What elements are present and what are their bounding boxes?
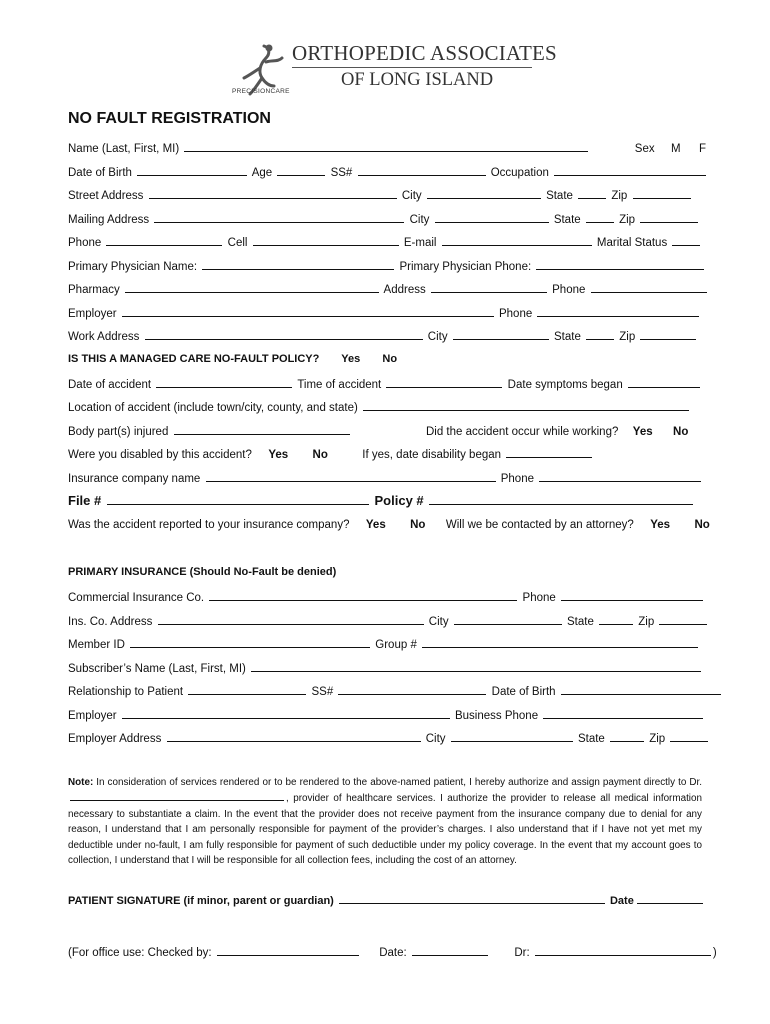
occupation-label: Occupation [490,167,549,179]
date-accident-label: Date of accident [68,379,152,391]
group-field[interactable] [422,636,698,648]
employer-row [68,305,701,321]
member-id-row [68,636,700,652]
mailing-field[interactable] [154,211,404,223]
signature-row [68,892,705,908]
managed-care-row [68,352,397,366]
pcp-phone-field[interactable] [536,258,704,270]
accident-date-row [68,376,702,392]
phone-label: Phone [68,237,102,249]
primary-employer-row [68,707,705,723]
employer-field[interactable] [122,305,494,317]
primary-insurance-heading: PRIMARY INSURANCE (Should No-Fault be denied) [68,566,337,578]
file-label: File # [68,493,102,508]
email-label: E-mail [403,237,437,249]
attorney-no[interactable]: No [694,519,710,531]
dob-label: Date of Birth [68,167,132,179]
work-zip-label: Zip [619,331,636,343]
insurance-name-label: Insurance company name [68,473,201,485]
logo-tagline: PRECISIONCARE [232,88,290,95]
primary-employer-field[interactable] [122,707,450,719]
signature-date-field[interactable] [637,892,703,904]
pcp-name-field[interactable] [202,258,394,270]
ins-city-field[interactable] [454,613,562,625]
subscriber-ss-field[interactable] [338,683,486,695]
ins-address-field[interactable] [158,613,424,625]
attorney-yes[interactable]: Yes [650,519,671,531]
managed-care-question: IS THIS A MANAGED CARE NO-FAULT POLICY? [68,353,320,365]
date-accident-field[interactable] [156,376,292,388]
mailing-row [68,211,700,227]
disability-began-field[interactable] [506,446,592,458]
phone-field[interactable] [106,234,222,246]
ins-state-field[interactable] [599,613,633,625]
office-close-paren: ) [712,947,717,959]
name-field[interactable] [184,140,588,152]
header-divider [292,67,532,68]
checked-by-label: (For office use: Checked by: [68,947,212,959]
work-city-label: City [427,331,448,343]
work-state-label: State [554,331,581,343]
reported-row [68,518,710,532]
reported-yes[interactable]: Yes [365,519,386,531]
location-row [68,399,691,415]
managed-care-yes[interactable]: Yes [341,353,361,365]
date-symptoms-field[interactable] [628,376,700,388]
sex-f-option[interactable]: F [699,143,707,155]
office-dr-label: Dr: [514,947,530,959]
checked-by-field[interactable] [217,944,359,956]
subscriber-label: Subscriber’s Name (Last, First, MI) [68,663,246,675]
business-phone-label: Business Phone [454,710,539,722]
employer-state-field[interactable] [610,730,644,742]
group-label: Group # [375,639,417,651]
policy-label: Policy # [374,493,424,508]
employer-state-label: State [577,733,605,745]
city-field[interactable] [427,187,541,199]
name-label: Name (Last, First, MI) [68,143,180,155]
street-row [68,187,693,203]
mailing-state-label: State [553,214,581,226]
subscriber-dob-field[interactable] [561,683,721,695]
relationship-row [68,683,723,699]
mailing-state-field[interactable] [586,211,614,223]
occupation-field[interactable] [554,164,706,176]
employer-address-label: Employer Address [68,733,162,745]
mailing-city-field[interactable] [435,211,549,223]
pharmacy-phone-label: Phone [552,284,586,296]
time-accident-label: Time of accident [297,379,382,391]
file-policy-row [68,493,695,508]
ins-address-row [68,613,709,629]
reported-no[interactable]: No [410,519,426,531]
mailing-label: Mailing Address [68,214,150,226]
relationship-field[interactable] [188,683,306,695]
employer-zip-field[interactable] [670,730,708,742]
age-field[interactable] [277,164,325,176]
work-address-row [68,328,698,344]
street-label: Street Address [68,190,144,202]
dob-row [68,164,708,180]
pcp-phone-label: Primary Physician Phone: [399,261,532,273]
office-use-row [68,944,717,960]
office-date-field[interactable] [412,944,488,956]
reported-question: Was the accident reported to your insurance company? [68,519,350,531]
cell-label: Cell [227,237,248,249]
insurance-phone-label: Phone [500,473,534,485]
work-address-label: Work Address [68,331,140,343]
note-text-part2: , provider of healthcare services. I authorize the provider to release all medical information necessary to substantiate a claim. In the event that the provider does not receive payment from the insurance company due to denial for any reason, I understand that I am personally responsible for payment of the provider’s charges. I also understand that if I have not yet met my deductible under no-fault, I am fully responsible for payment of such deductible under my policy coverage. In the event that my account goes to collection, I understand that I will be responsible for all collection fees, including the cost of an attorney. [68,793,702,867]
dob-field[interactable] [137,164,247,176]
business-phone-field[interactable] [543,707,703,719]
employer-city-label: City [425,733,446,745]
email-field[interactable] [442,234,592,246]
pcp-name-label: Primary Physician Name: [68,261,198,273]
work-state-field[interactable] [586,328,614,340]
employer-address-field[interactable] [167,730,421,742]
marital-label: Marital Status [596,237,668,249]
phone-row [68,234,702,250]
ins-zip-label: Zip [638,616,655,628]
employer-zip-label: Zip [649,733,666,745]
note-label: Note: [68,777,94,788]
mailing-zip-label: Zip [619,214,636,226]
authorization-note [68,775,702,868]
attorney-question: Will we be contacted by an attorney? [445,519,634,531]
work-city-field[interactable] [453,328,549,340]
org-name-line2: OF LONG ISLAND [341,70,494,90]
cell-field[interactable] [253,234,399,246]
member-id-label: Member ID [68,639,125,651]
pharmacy-label: Pharmacy [68,284,120,296]
employer-phone-label: Phone [498,308,533,320]
employer-city-field[interactable] [451,730,573,742]
state-field[interactable] [578,187,606,199]
office-date-label: Date: [379,947,407,959]
pharmacy-row [68,281,709,297]
office-dr-field[interactable] [535,944,711,956]
employer-label: Employer [68,308,117,320]
ins-state-label: State [567,616,594,628]
ins-zip-field[interactable] [659,613,707,625]
marital-field[interactable] [672,234,700,246]
body-parts-row [68,423,688,439]
pharmacy-address-field[interactable] [431,281,547,293]
signature-date-label: Date [609,895,634,907]
pharmacy-field[interactable] [125,281,379,293]
disabled-no[interactable]: No [312,449,328,461]
time-accident-field[interactable] [386,376,502,388]
pharmacy-address-label: Address [383,284,426,296]
primary-employer-label: Employer [68,710,117,722]
mailing-zip-field[interactable] [640,211,698,223]
page-title: NO FAULT REGISTRATION [68,110,271,127]
employer-address-row [68,730,710,746]
zip-field[interactable] [633,187,691,199]
mailing-city-label: City [409,214,430,226]
policy-field[interactable] [429,493,693,505]
note-text-part1: In consideration of services rendered or to be rendered to the above-named patient, I hereby authorize and assign payment directly to Dr. [96,777,702,788]
ins-address-label: Ins. Co. Address [68,616,153,628]
physician-row [68,258,706,274]
body-parts-label: Body part(s) injured [68,426,169,438]
commercial-row [68,589,705,605]
relationship-label: Relationship to Patient [68,686,184,698]
city-label: City [401,190,422,202]
commercial-field[interactable] [209,589,517,601]
zip-label: Zip [611,190,628,202]
insurance-name-row [68,470,703,486]
sex-label: Sex [634,143,655,155]
sex-m-option[interactable]: M [671,143,681,155]
insurance-name-field[interactable] [206,470,496,482]
ss-label: SS# [330,167,353,179]
insurance-phone-field[interactable] [539,470,701,482]
commercial-phone-label: Phone [522,592,556,604]
while-working-question: Did the accident occur while working? [425,426,619,438]
member-id-field[interactable] [130,636,370,648]
commercial-label: Commercial Insurance Co. [68,592,205,604]
body-parts-field[interactable] [174,423,350,435]
disabled-yes[interactable]: Yes [268,449,289,461]
signature-field[interactable] [339,892,605,904]
street-field[interactable] [149,187,397,199]
subscriber-field[interactable] [251,660,701,672]
signature-label: PATIENT SIGNATURE (if minor, parent or guardian) [68,895,334,907]
while-working-no[interactable]: No [673,426,689,438]
file-field[interactable] [107,493,369,505]
ss-field[interactable] [358,164,486,176]
doctor-name-field[interactable] [70,790,284,801]
work-zip-field[interactable] [640,328,696,340]
work-address-field[interactable] [145,328,423,340]
employer-phone-field[interactable] [537,305,699,317]
disability-began-label: If yes, date disability began [362,449,502,461]
managed-care-no[interactable]: No [382,353,398,365]
date-symptoms-label: Date symptoms began [507,379,623,391]
pharmacy-phone-field[interactable] [591,281,707,293]
disabled-row [68,446,594,462]
disabled-question: Were you disabled by this accident? [68,449,252,461]
location-label: Location of accident (include town/city, county, and state) [68,402,358,414]
commercial-phone-field[interactable] [561,589,703,601]
subscriber-ss-label: SS# [311,686,334,698]
while-working-yes[interactable]: Yes [632,426,653,438]
subscriber-dob-label: Date of Birth [491,686,556,698]
org-name-line1: ORTHOPEDIC ASSOCIATES [292,41,557,65]
subscriber-row [68,660,703,676]
age-label: Age [251,167,273,179]
location-field[interactable] [363,399,689,411]
name-row [68,140,706,156]
state-label: State [546,190,573,202]
ins-city-label: City [428,616,449,628]
